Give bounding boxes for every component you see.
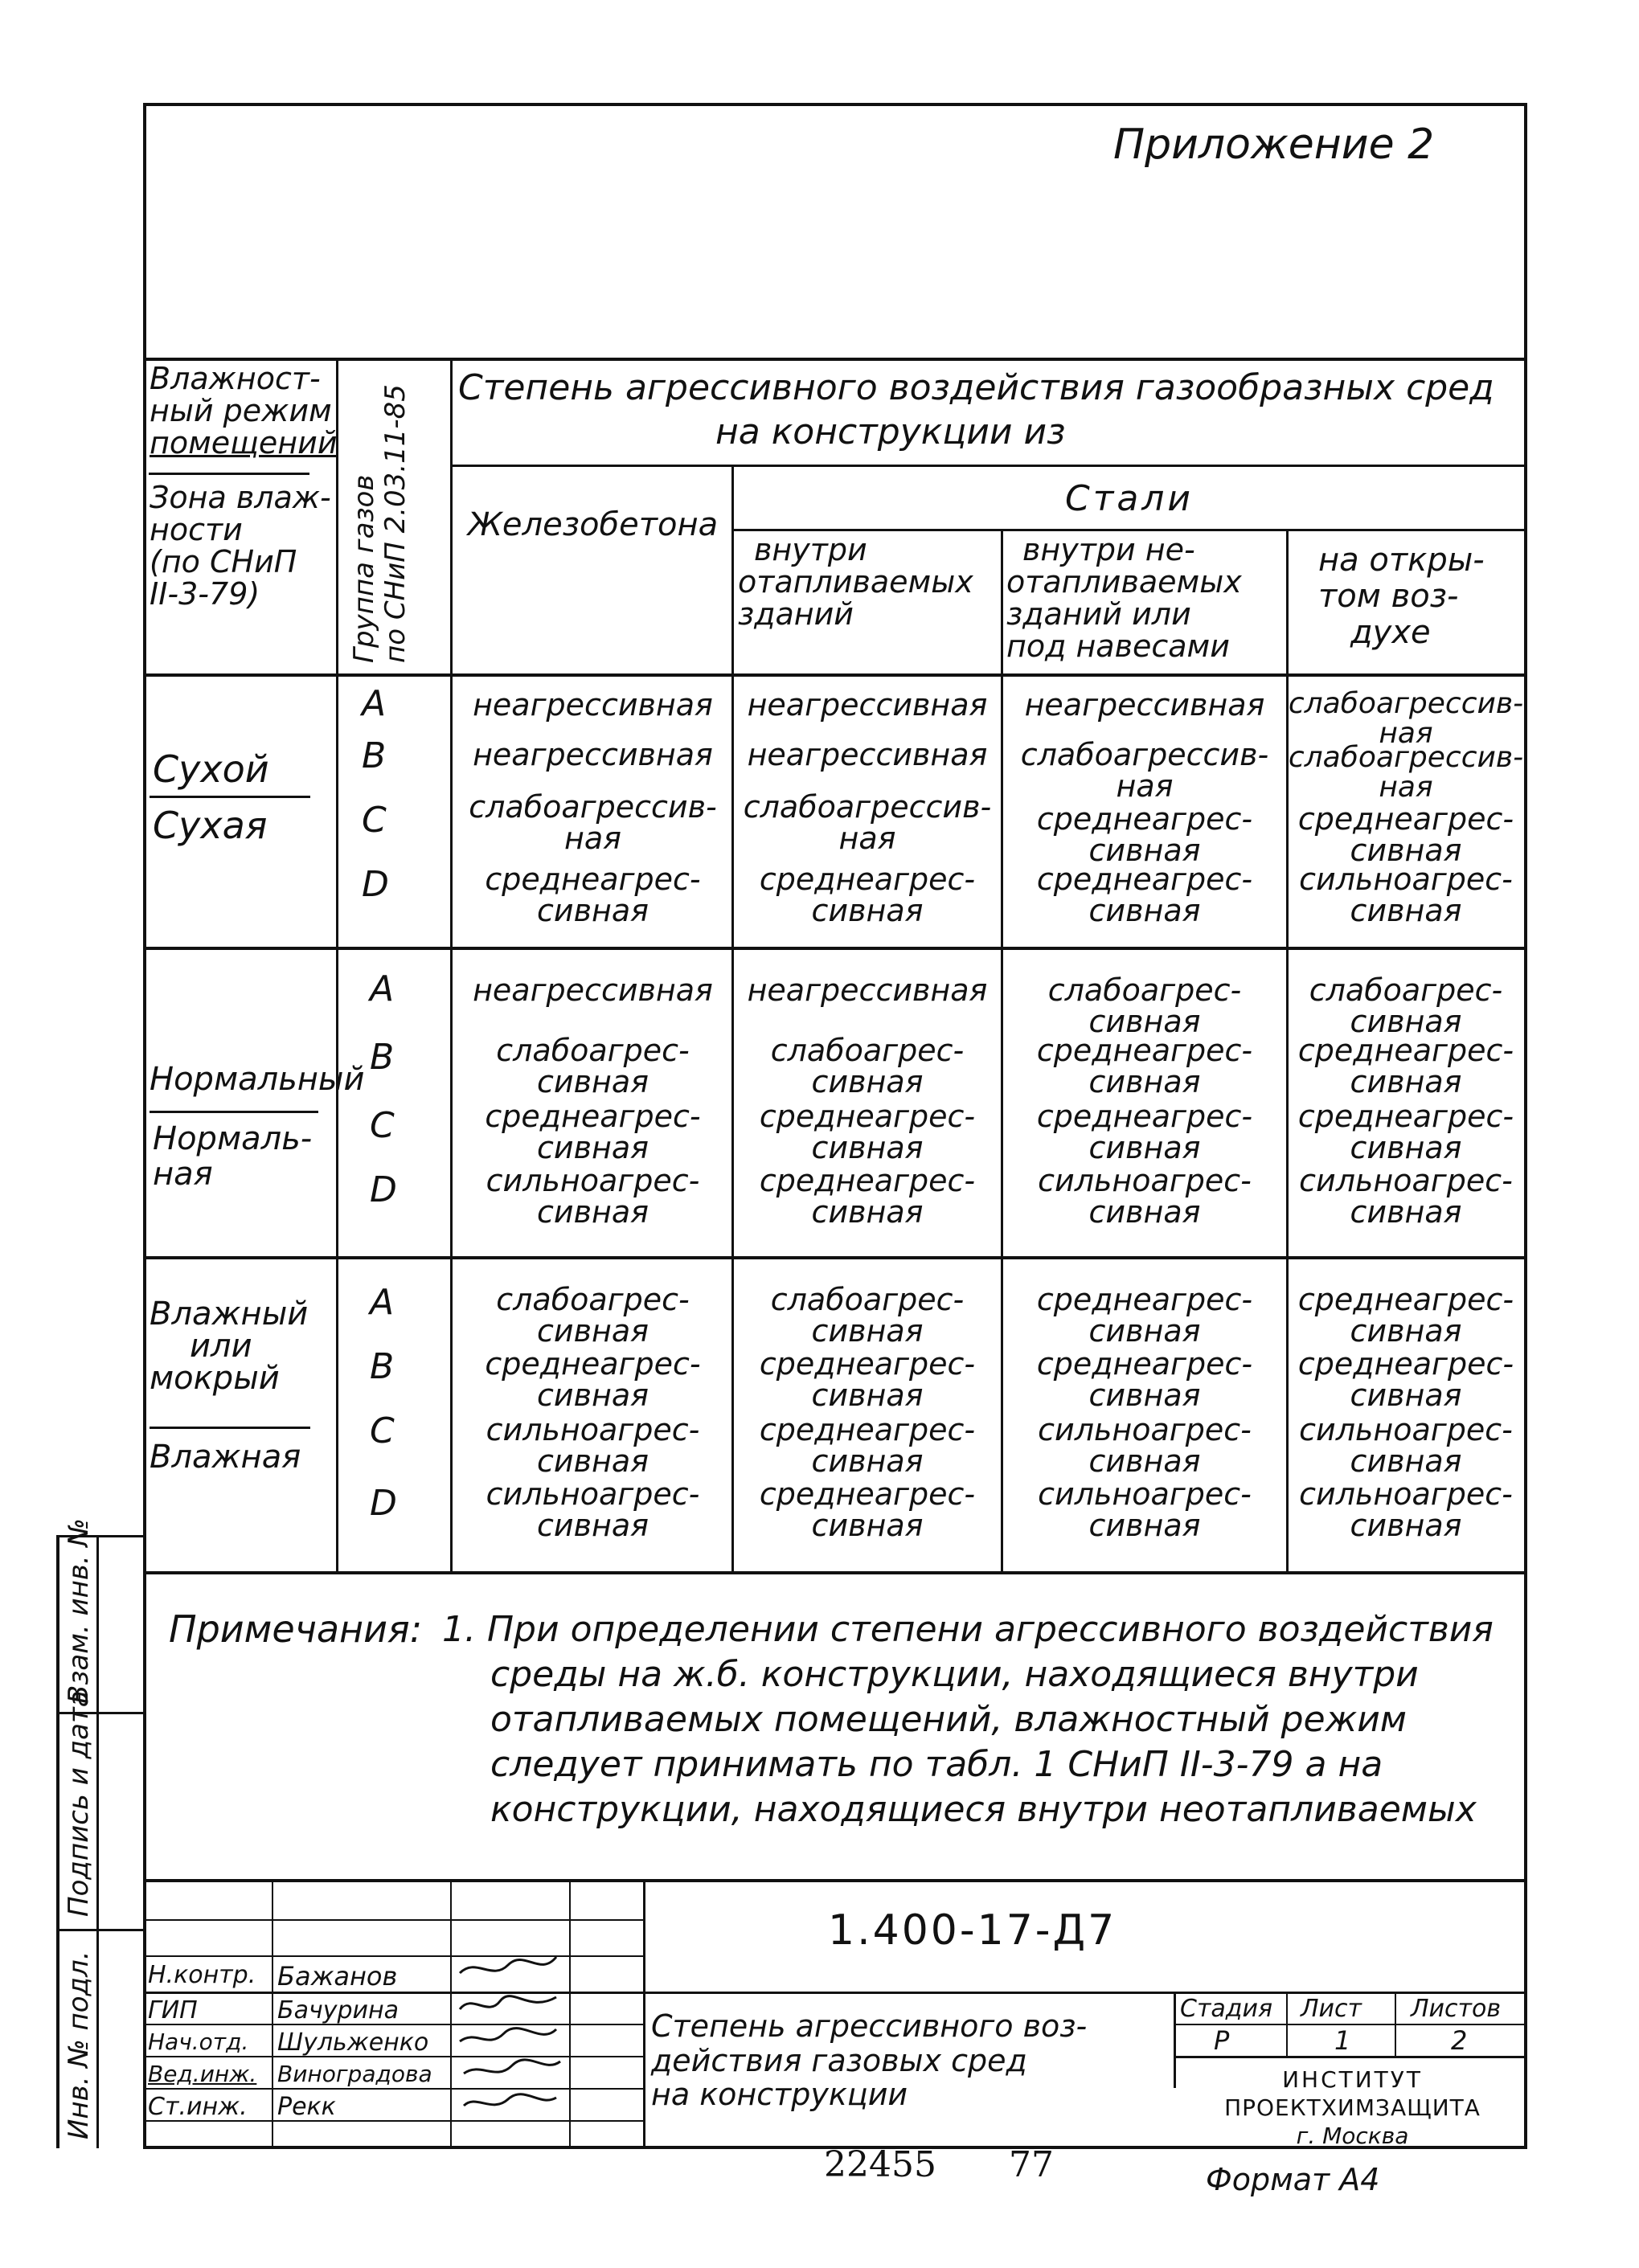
side-label-replace-inv: Взам. инв. № (63, 1518, 95, 1704)
header-concrete: Железобетона (467, 506, 719, 543)
sheet-label: Лист (1301, 1995, 1362, 2023)
s1-outdoor-a: слабоагрессив- ная (1288, 687, 1524, 750)
s3-concrete-c: сильноагрес- сивная (486, 1412, 700, 1479)
s2-outdoor-c: среднеагрес- сивная (1297, 1099, 1514, 1165)
header-humidity-regime: Влажност- ный режим помещений (150, 361, 338, 461)
vline-group (450, 358, 453, 1573)
s3-heated-d: среднеагрес- сивная (759, 1476, 976, 1543)
role-ved-inzh: Вед.инж. (148, 2061, 257, 2087)
side-strip-left (56, 1535, 59, 2148)
s2-class-b: B (370, 1037, 395, 1078)
name-bazhanov: Бажанов (277, 1961, 398, 1992)
name-shulzhenko: Шульженко (277, 2029, 429, 2057)
s2-class-a: A (370, 968, 395, 1009)
s3-unheated-a: среднеагрес- сивная (1036, 1282, 1253, 1349)
line-section1-bottom (143, 947, 1526, 950)
document-title: Степень агрессивного воз- действия газовых сред на конструкции (651, 2008, 1088, 2113)
line-header-bottom (143, 673, 1526, 677)
s2-class-d: D (370, 1169, 397, 1210)
signature-3 (460, 2029, 556, 2041)
line-under-steel (733, 529, 1526, 531)
stage-block-v2 (1395, 1992, 1396, 2057)
s2-outdoor-a: слабоагрес- сивная (1309, 972, 1503, 1039)
s2-unheated-b: среднеагрес- сивная (1036, 1033, 1253, 1099)
header-gas-group: Группа газов по СНиП 2.03.11-85 (348, 384, 412, 663)
document-code: 1.400-17-Д7 (828, 1906, 1117, 1955)
name-rekk: Рекк (277, 2093, 336, 2121)
s3-heated-b: среднеагрес- сивная (759, 1346, 976, 1413)
role-nach-otd: Нач.отд. (148, 2029, 249, 2055)
s3-heated-c: среднеагрес- сивная (759, 1412, 976, 1479)
stage-label: Стадия (1180, 1995, 1273, 2023)
s2-concrete-d: сильноагрес- сивная (486, 1163, 700, 1230)
frame-right (1524, 103, 1527, 2148)
s3-unheated-b: среднеагрес- сивная (1036, 1346, 1253, 1413)
s2-unheated-c: среднеагрес- сивная (1036, 1099, 1253, 1165)
titleblock-code-bottom (643, 1992, 1526, 1994)
s2-unheated-a: слабоагрес- сивная (1047, 972, 1242, 1039)
s1-class-c: C (362, 800, 387, 841)
line-under-title (450, 465, 1526, 467)
line-table-bottom (143, 1571, 1526, 1574)
side-label-signature-date: Подпись и дата (63, 1690, 95, 1917)
stage-block-left (1174, 1992, 1176, 2088)
s2-heated-a: неагрессивная (747, 972, 988, 1008)
s3-outdoor-c: сильноагрес- сивная (1299, 1412, 1513, 1479)
s3-class-a: A (370, 1282, 395, 1323)
s1-concrete-c: слабоагрессив- ная (469, 789, 717, 856)
s1-class-a: A (362, 683, 387, 724)
side-strip-div2 (56, 1929, 145, 1931)
s2-heated-c: среднеагрес- сивная (759, 1099, 976, 1165)
s1-concrete-d: среднеагрес- сивная (485, 862, 701, 928)
vline-regime (336, 358, 338, 1573)
s2-unheated-d: сильноагрес- сивная (1038, 1163, 1252, 1230)
name-vinogradova: Виноградова (277, 2061, 432, 2087)
role-st-inzh: Ст.инж. (148, 2093, 248, 2121)
organization: ИНСТИТУТ ПРОЕКТХИМЗАЩИТА г. Москва (1224, 2066, 1481, 2149)
s2-concrete-a: неагрессивная (473, 972, 713, 1008)
side-strip-mid (96, 1535, 99, 2148)
format-label: Формат А4 (1206, 2162, 1380, 2197)
header-steel: Стали (1064, 478, 1194, 519)
s3-unheated-d: сильноагрес- сивная (1038, 1476, 1252, 1543)
s1-heated-b: неагрессивная (747, 737, 988, 772)
frame-left (143, 103, 146, 2148)
role-gip: ГИП (148, 1996, 198, 2024)
s1-unheated-c: среднеагрес- сивная (1036, 801, 1253, 868)
section1-regime: Сухой (153, 747, 269, 791)
s2-heated-b: слабоагрес- сивная (770, 1033, 965, 1099)
s3-concrete-d: сильноагрес- сивная (486, 1476, 700, 1543)
s3-outdoor-d: сильноагрес- сивная (1299, 1476, 1513, 1543)
side-label-orig-inv: Инв. № подл. (63, 1951, 95, 2139)
signature-scribbles (452, 1953, 569, 2122)
line-section2-bottom (143, 1256, 1526, 1259)
s2-class-c: C (370, 1105, 395, 1146)
sheets-label: Листов (1411, 1995, 1502, 2023)
header-humidity-zone: Зона влаж- ности (по СНиП II-3-79) (150, 480, 331, 612)
sheet-value: 1 (1334, 2025, 1351, 2056)
s3-class-b: B (370, 1346, 395, 1387)
appendix-title: Приложение 2 (1113, 121, 1435, 169)
s1-class-b: B (362, 735, 387, 776)
s1-heated-a: неагрессивная (747, 687, 988, 723)
frame-top (143, 103, 1526, 106)
regime-underline (149, 473, 309, 475)
stage-block-v1 (1286, 1992, 1288, 2057)
header-degree-title: Степень агрессивного воздействия газообразных сред на конструкции из (458, 367, 1494, 452)
s2-heated-d: среднеагрес- сивная (759, 1163, 976, 1230)
header-unheated: внутри не- отапливаемых зданий или под навесами (1006, 532, 1242, 664)
s1-concrete-b: неагрессивная (473, 737, 713, 772)
section2-zone: Нормаль- ная (153, 1120, 313, 1193)
table-top-line (143, 358, 1526, 361)
s1-outdoor-b: слабоагрессив- ная (1288, 741, 1524, 804)
header-outdoor: на откры- том воз- духе (1318, 542, 1485, 651)
section2-regime: Нормальный (150, 1061, 365, 1098)
section2-regime-line (150, 1111, 318, 1113)
signature-1 (460, 1957, 556, 1973)
s2-concrete-b: слабоагрес- сивная (496, 1033, 690, 1099)
s1-concrete-a: неагрессивная (473, 687, 713, 723)
stage-block-row2 (1174, 2056, 1526, 2058)
s1-class-d: D (362, 864, 389, 905)
s3-unheated-c: сильноагрес- сивная (1038, 1412, 1252, 1479)
titleblock-top (143, 1879, 1526, 1882)
s1-heated-c: слабоагрессив- ная (743, 789, 992, 856)
section3-regime-line (150, 1427, 310, 1429)
section1-regime-line (150, 796, 310, 798)
s1-unheated-a: неагрессивная (1024, 687, 1265, 723)
s1-outdoor-c: среднеагрес- сивная (1297, 801, 1514, 868)
section3-zone: Влажная (150, 1439, 301, 1476)
notes-body: 1. При определении степени агрессивного воздействия среды на ж.б. конструкции, находящиеся внутри отапливаемых помещений, влажностный режим следует принимать по табл. 1 СНиП II-3-79 а на конструкции, находящиеся внутри неотапливаемых (442, 1609, 1494, 1830)
signature-4 (464, 2060, 560, 2074)
signature-2 (460, 1996, 556, 2009)
s1-unheated-b: слабоагрессив- ная (1020, 737, 1269, 804)
role-n-control: Н.контр. (148, 1961, 256, 1989)
s1-unheated-d: среднеагрес- сивная (1036, 862, 1253, 928)
s3-class-c: C (370, 1410, 395, 1451)
s2-outdoor-d: сильноагрес- сивная (1299, 1163, 1513, 1230)
s2-concrete-c: среднеагрес- сивная (485, 1099, 701, 1165)
s2-outdoor-b: среднеагрес- сивная (1297, 1033, 1514, 1099)
s3-class-d: D (370, 1483, 397, 1524)
header-heated: внутри отапливаемых зданий (738, 532, 973, 632)
s1-outdoor-d: сильноагрес- сивная (1299, 862, 1513, 928)
page-number: 77 (1009, 2144, 1054, 2185)
s3-concrete-b: среднеагрес- сивная (485, 1346, 701, 1413)
section3-regime: Влажный или мокрый (150, 1296, 309, 1397)
s3-outdoor-b: среднеагрес- сивная (1297, 1346, 1514, 1413)
stamp-number: 22455 (824, 2144, 936, 2185)
notes-label: Примечания: (169, 1607, 423, 1651)
name-bachurina: Бачурина (277, 1996, 399, 2024)
section1-zone: Сухая (153, 804, 268, 847)
stage-value: Р (1214, 2025, 1230, 2056)
sheets-value: 2 (1451, 2025, 1468, 2056)
s3-outdoor-a: среднеагрес- сивная (1297, 1282, 1514, 1349)
titleblock-vleft (643, 1879, 645, 2148)
s3-heated-a: слабоагрес- сивная (770, 1282, 965, 1349)
signature-5 (464, 2094, 556, 2106)
s3-concrete-a: слабоагрес- сивная (496, 1282, 690, 1349)
titleblock-r1 (143, 1919, 643, 1921)
s1-heated-d: среднеагрес- сивная (759, 862, 976, 928)
